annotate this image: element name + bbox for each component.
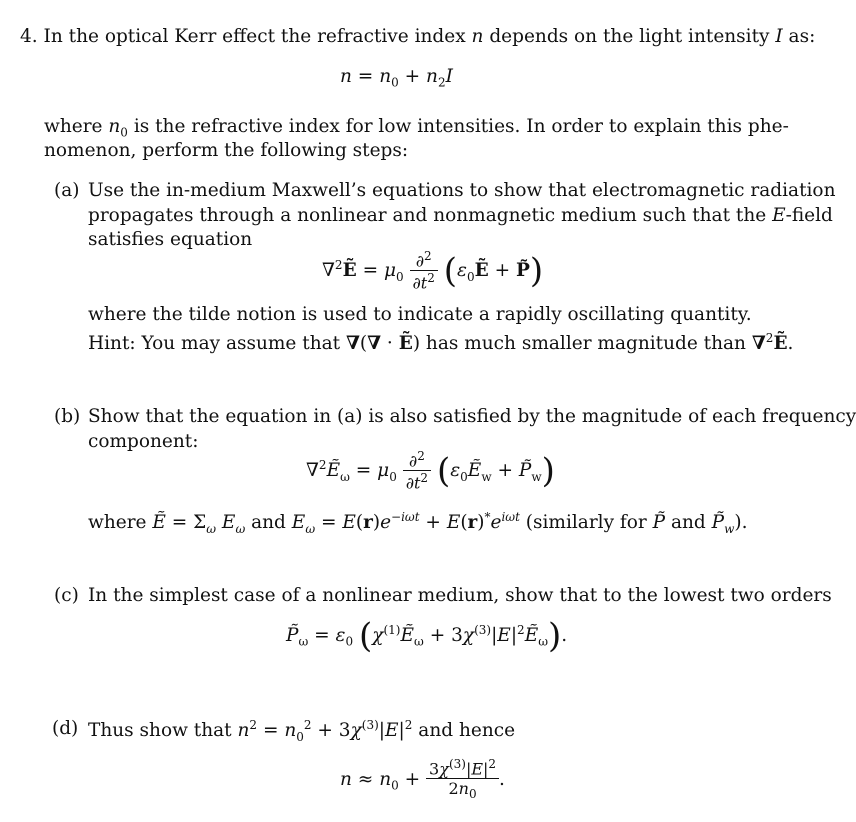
part-a-line-2: propagates through a nonlinear and nonmagnetic medium such that the E-field: [88, 205, 833, 226]
part-c-equation: $P̃_\omega = \varepsilon_0$ ($\chi^{(1)}Ẽ_\omega$ + $3\chi^{(3)}|E|^2Ẽ_\omega$).: [286, 616, 568, 656]
part-a-after: where the tilde notion is used to indicate a rapidly oscillating quantity.: [88, 304, 752, 325]
part-b-line-1: Show that the equation in (a) is also satisfied by the magnitude of each frequency: [88, 406, 856, 427]
explanation-line-1: where $n_0$ is the refractive index for low intensities. In order to explain this phe-: [44, 116, 789, 140]
part-a-hint: Hint: You may assume that ∇(∇ · Ẽ) has much smaller magnitude than ∇$^2$Ẽ.: [88, 331, 794, 355]
kerr-equation: $n = n_0 + n_2I$: [340, 66, 453, 90]
part-b-after: where Ẽ = $\Sigma_\omega$ $E_\omega$ and $E_\omega = E(r)e^{-i\omega t} + E(r)^*e^{i\omega t}$ (similarly for P̃ and $P̃_w$).: [88, 510, 748, 536]
part-c-line-1: In the simplest case of a nonlinear medium, show that to the lowest two orders: [88, 585, 832, 606]
problem-number: 4.: [20, 26, 38, 47]
part-a-line-1: Use the in-medium Maxwell’s equations to show that electromagnetic radiation: [88, 180, 836, 201]
part-b-line-2: component:: [88, 431, 199, 452]
part-c-label: (c): [54, 585, 79, 606]
part-a-label: (a): [54, 180, 80, 201]
explanation-line-2: nomenon, perform the following steps:: [44, 140, 409, 161]
problem-intro: 4. In the optical Kerr effect the refractive index n depends on the light intensity I as:: [20, 26, 816, 47]
part-d-label: (d): [52, 718, 79, 739]
part-a-equation: ∇$^2$Ẽ = $\mu_0$ $\frac{\partial^2}{\partial t^2}$ ($\varepsilon_0Ẽ$ + P̃): [322, 249, 544, 293]
part-b-label: (b): [54, 406, 81, 427]
part-b-equation: ∇$^2$Ẽ$_\omega$ = $\mu_0$ $\frac{\partial^2}{\partial t^2}$ ($\varepsilon_0Ẽ_w$ + $P̃_w$): [306, 449, 555, 493]
part-d-line-1: Thus show that $n^2 = n_0^2 + 3\chi^{(3)}|E|^2$ and hence: [88, 718, 516, 744]
part-a-line-3: satisfies equation: [88, 229, 253, 250]
part-d-equation: $n \approx n_0$ + $\frac{3\chi^{(3)}|E|^2}{2n_0}$ .: [340, 757, 505, 802]
